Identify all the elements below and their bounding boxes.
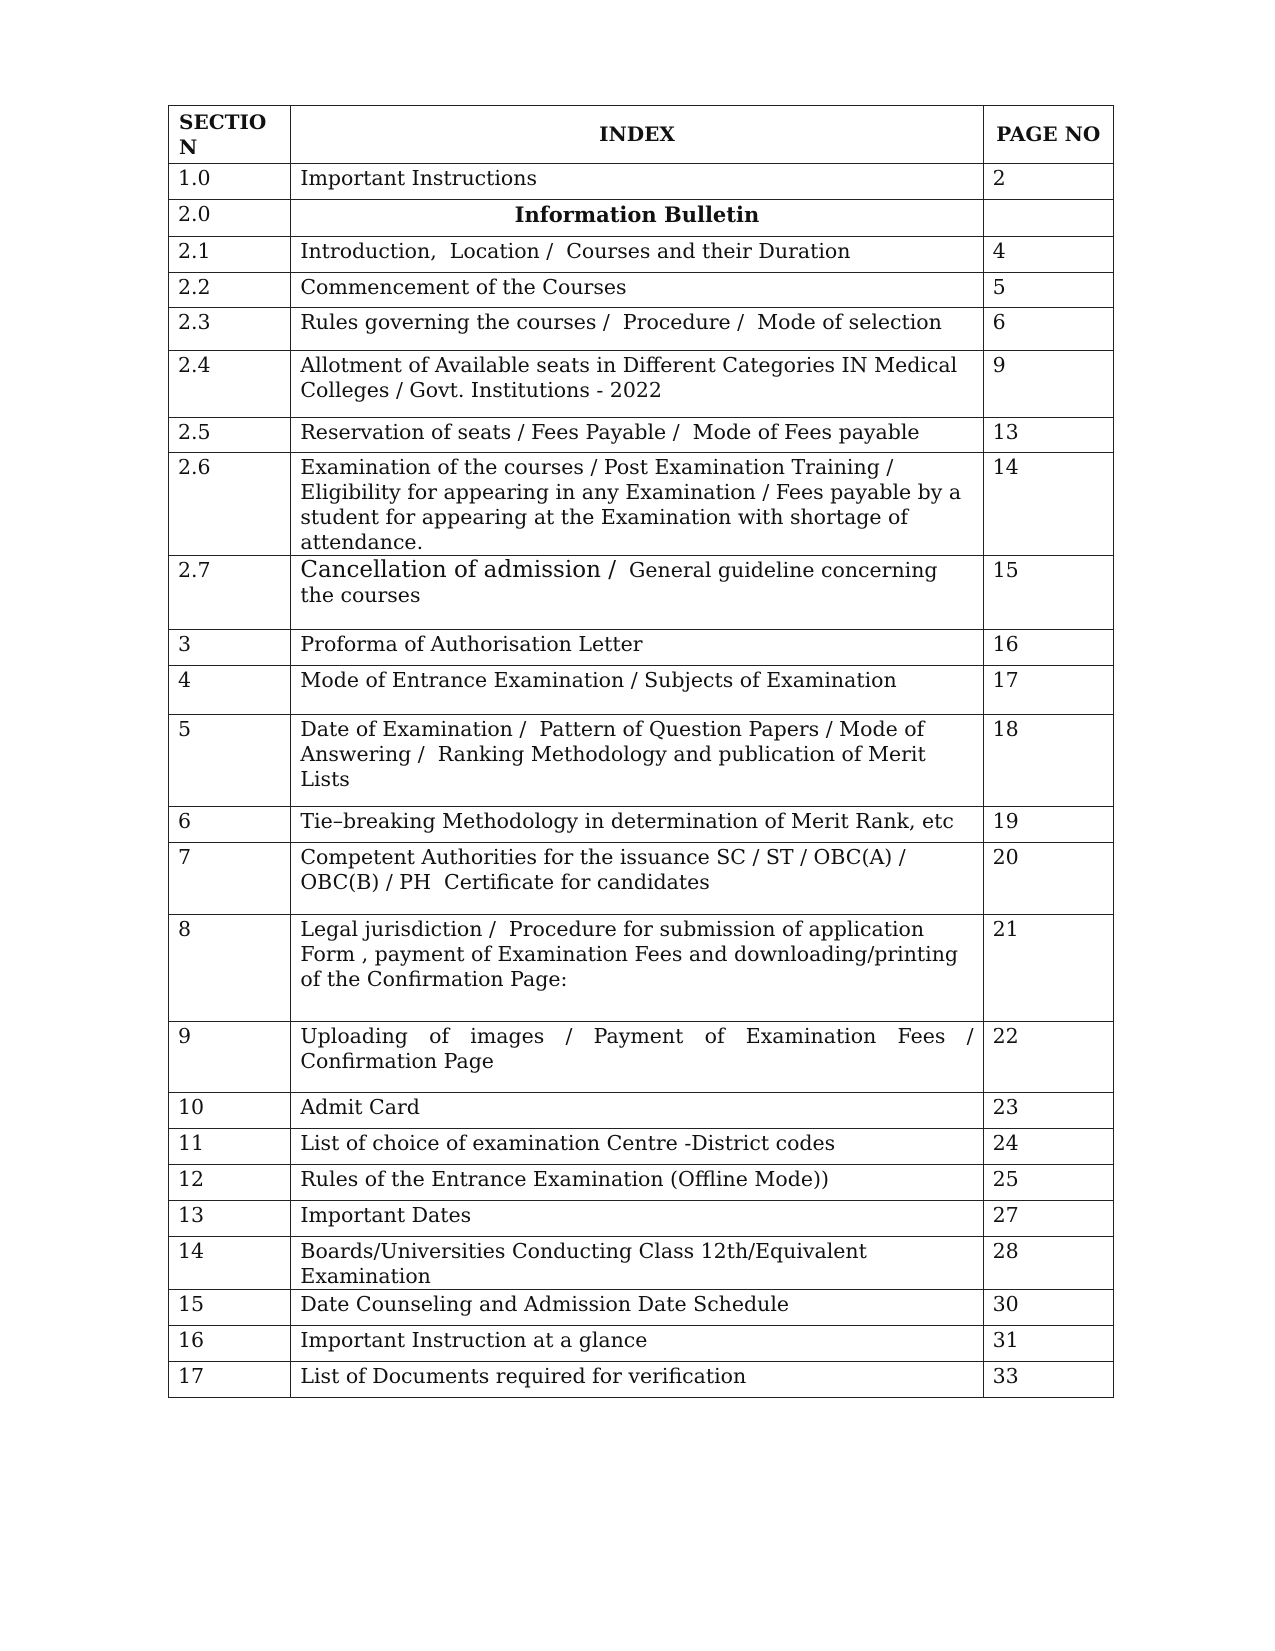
page-number: 16 [983,630,1113,666]
section-number: 2.6 [169,453,291,556]
table-row [169,1362,1114,1398]
index-title: Rules of the Entrance Examination (Offline Mode)) [291,1165,983,1201]
table-row [169,1093,1114,1129]
index-title: Boards/Universities Conducting Class 12th/Equivalent Examination [291,1237,983,1290]
table-row [169,1326,1114,1362]
page-number: 2 [983,164,1113,200]
page-number: 13 [983,418,1113,453]
table-row [169,1129,1114,1165]
index-title: Tie–breaking Methodology in determination of Merit Rank, etc [291,807,983,843]
table-row [169,1165,1114,1201]
page-number: 6 [983,308,1113,351]
table-row [169,1237,1114,1290]
section-number: 2.5 [169,418,291,453]
page-number: 5 [983,273,1113,308]
index-title [291,556,983,630]
table-row [169,807,1114,843]
table-header-row [169,106,1114,164]
page-number: 19 [983,807,1113,843]
section-number: 14 [169,1237,291,1290]
page-number: 24 [983,1129,1113,1165]
section-number: 4 [169,666,291,715]
section-number: 9 [169,1022,291,1093]
page-number: 27 [983,1201,1113,1237]
index-title: Important Instructions [291,164,983,200]
page-number: 25 [983,1165,1113,1201]
table-row [169,915,1114,1022]
index-title: Mode of Entrance Examination / Subjects of Examination [291,666,983,715]
index-heading: Information Bulletin [291,200,983,237]
section-number: 15 [169,1290,291,1326]
page-number: 17 [983,666,1113,715]
table-row [169,666,1114,715]
section-number: 16 [169,1326,291,1362]
section-number: 17 [169,1362,291,1398]
section-number: 13 [169,1201,291,1237]
index-table [168,105,1114,1398]
table-row [169,200,1114,237]
index-title: Date Counseling and Admission Date Schedule [291,1290,983,1326]
section-number: 2.2 [169,273,291,308]
page-number: 15 [983,556,1113,630]
page-number: 21 [983,915,1113,1022]
section-number: 2.0 [169,200,291,237]
section-number: 11 [169,1129,291,1165]
index-title: Important Dates [291,1201,983,1237]
index-title: Proforma of Authorisation Letter [291,630,983,666]
index-title: Examination of the courses / Post Examination Training / Eligibility for appearing in any Examination / Fees payable by a student for appearing at the Examination with shortage of attendance. [291,453,983,556]
index-title: Legal jurisdiction / Procedure for submission of application Form , payment of Examination Fees and downloading/printing of the Confirmation Page: [291,915,983,1022]
table-row [169,630,1114,666]
index-title: Important Instruction at a glance [291,1326,983,1362]
page-number: 28 [983,1237,1113,1290]
header-section: SECTION [169,106,291,164]
page-number: 30 [983,1290,1113,1326]
table-row [169,556,1114,630]
page-number: 20 [983,843,1113,915]
section-number: 2.3 [169,308,291,351]
section-number: 8 [169,915,291,1022]
index-title: Date of Examination / Pattern of Question Papers / Mode of Answering / Ranking Methodology and publication of Merit Lists [291,715,983,807]
index-title: List of Documents required for verification [291,1362,983,1398]
page-number: 4 [983,237,1113,273]
section-number: 3 [169,630,291,666]
table-row [169,715,1114,807]
index-title: Rules governing the courses / Procedure / Mode of selection [291,308,983,351]
page-number: 33 [983,1362,1113,1398]
section-number: 7 [169,843,291,915]
index-title: Reservation of seats / Fees Payable / Mode of Fees payable [291,418,983,453]
table-row [169,1290,1114,1326]
table-row [169,351,1114,418]
page-number: 31 [983,1326,1113,1362]
table-row [169,843,1114,915]
table-row [169,1201,1114,1237]
table-row [169,273,1114,308]
section-number: 2.4 [169,351,291,418]
index-title: Admit Card [291,1093,983,1129]
table-row [169,237,1114,273]
section-number: 1.0 [169,164,291,200]
header-index: INDEX [291,106,983,164]
index-title: Uploading of images / Payment of Examination Fees / Confirmation Page [291,1022,983,1093]
section-number: 2.7 [169,556,291,630]
page-number: 9 [983,351,1113,418]
table-row [169,308,1114,351]
section-number: 6 [169,807,291,843]
section-number: 12 [169,1165,291,1201]
page-number: 14 [983,453,1113,556]
table-row [169,1022,1114,1093]
section-number: 10 [169,1093,291,1129]
header-page-no: PAGE NO [983,106,1113,164]
table-row [169,164,1114,200]
index-title-rest: General guideline concerning the courses [300,558,945,607]
table-row [169,453,1114,556]
page-number [983,200,1113,237]
index-title: List of choice of examination Centre -District codes [291,1129,983,1165]
section-number: 2.1 [169,237,291,273]
page-number: 18 [983,715,1113,807]
index-title-lead: Cancellation of admission / [300,557,616,583]
index-title: Commencement of the Courses [291,273,983,308]
page-number: 23 [983,1093,1113,1129]
index-title: Competent Authorities for the issuance SC / ST / OBC(A) / OBC(B) / PH Certificate for candidates [291,843,983,915]
page-number: 22 [983,1022,1113,1093]
table-row [169,418,1114,453]
index-title: Allotment of Available seats in Different Categories IN Medical Colleges / Govt. Institutions - 2022 [291,351,983,418]
index-title: Introduction, Location / Courses and their Duration [291,237,983,273]
section-number: 5 [169,715,291,807]
